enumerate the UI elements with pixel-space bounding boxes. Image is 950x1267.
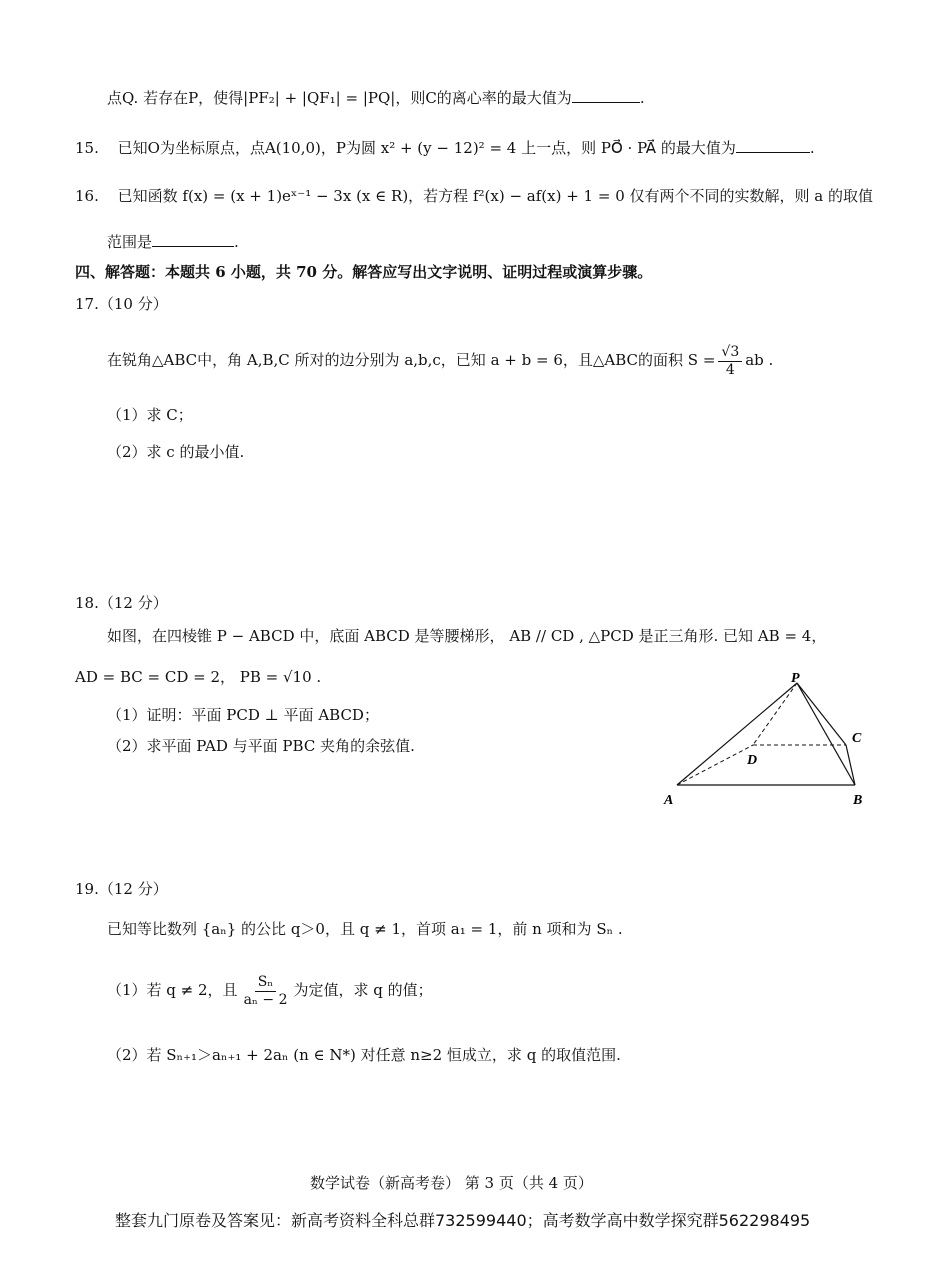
label-A: A bbox=[664, 793, 674, 808]
q16-line1 bbox=[75, 186, 873, 206]
q17-stem bbox=[107, 340, 773, 380]
answer-blank bbox=[152, 232, 234, 247]
q17-stem-text: 在锐角△ABC中，角 A,B,C 所对的边分别为 a,b,c，已知 a + b = 6，且△ABC的面积 S = bbox=[107, 351, 716, 369]
edge-PA bbox=[677, 683, 797, 785]
edge-CB bbox=[846, 745, 855, 785]
answer-blank bbox=[736, 138, 810, 153]
edge-PC bbox=[797, 683, 846, 745]
q19-header: 19.（12 分） bbox=[75, 880, 168, 898]
q18-line1: 如图，在四棱锥 P − ABCD 中，底面 ABCD 是等腰梯形， AB // CD , △PCD 是正三角形. 已知 AB = 4， bbox=[107, 627, 827, 645]
q15-period: . bbox=[809, 139, 815, 157]
q16-number: 16. bbox=[75, 187, 99, 205]
q19-part2: （2）若 Sₙ₊₁＞aₙ₊₁ + 2aₙ (n ∈ N*) 对任意 n≥2 恒成立，求 q 的取值范围. bbox=[107, 1046, 621, 1064]
q16-line2 bbox=[107, 232, 239, 252]
label-C: C bbox=[852, 731, 862, 746]
promo-footer: 整套九门原卷及答案见：新高考资料全科总群732599440；高考数学高中数学探究群562298495 bbox=[115, 1211, 811, 1230]
edge-AD bbox=[677, 745, 753, 785]
q19-stem: 已知等比数列 {aₙ} 的公比 q＞0，且 q ≠ 1，首项 a₁ = 1，前 n 项和为 Sₙ . bbox=[107, 920, 623, 938]
area-fraction bbox=[718, 344, 742, 379]
q16-period: . bbox=[234, 233, 239, 251]
q18-line2: AD = BC = CD = 2， PB = √10 . bbox=[75, 668, 322, 686]
edge-PB bbox=[797, 683, 855, 785]
pyramid-figure bbox=[655, 665, 875, 815]
answer-blank bbox=[572, 88, 640, 103]
q15-number: 15. bbox=[75, 139, 99, 157]
label-P: P bbox=[791, 671, 800, 686]
q16-text-2: 范围是 bbox=[107, 233, 153, 251]
fraction-denominator: aₙ − 2 bbox=[243, 991, 288, 1008]
section-heading: 四、解答题：本题共 6 小题，共 70 分。解答应写出文字说明、证明过程或演算步骤。 bbox=[75, 263, 653, 281]
q17-stem-tail: ab . bbox=[745, 351, 774, 369]
label-B: B bbox=[853, 793, 863, 808]
ratio-fraction bbox=[241, 974, 291, 1009]
fraction-denominator: 4 bbox=[725, 361, 735, 378]
label-D: D bbox=[747, 753, 758, 768]
q16-text: 已知函数 f(x) = (x + 1)eˣ⁻¹ − 3x (x ∈ R)，若方程 f²(x) − af(x) + 1 = 0 仅有两个不同的实数解，则 a 的取值 bbox=[117, 187, 873, 205]
q19-part1-tail: 为定值，求 q 的值； bbox=[293, 981, 433, 999]
page-footer: 数学试卷（新高考卷） 第 3 页（共 4 页） bbox=[310, 1174, 593, 1192]
fraction-numerator: √3 bbox=[718, 344, 742, 362]
q14-tail-text: 点Q. 若存在P，使得|PF₂| + |QF₁| = |PQ|，则C的离心率的最大值为 bbox=[107, 89, 572, 107]
q18-header: 18.（12 分） bbox=[75, 594, 168, 612]
q19-part1-text: （1）若 q ≠ 2，且 bbox=[107, 981, 238, 999]
q18-part1: （1）证明：平面 PCD ⊥ 平面 ABCD； bbox=[107, 706, 379, 724]
q17-part2: （2）求 c 的最小值. bbox=[107, 443, 245, 461]
q17-part1: （1）求 C； bbox=[107, 406, 193, 424]
q15-line bbox=[75, 138, 815, 158]
q17-header: 17.（10 分） bbox=[75, 295, 168, 313]
q15-text: 已知O为坐标原点，点A(10,0)，P为圆 x² + (y − 12)² = 4 上一点，则 PO⃗ · PA⃗ 的最大值为 bbox=[117, 139, 736, 157]
fraction-numerator: Sₙ bbox=[255, 974, 277, 992]
q14-tail-line bbox=[107, 88, 645, 108]
q14-tail-period: . bbox=[639, 89, 645, 107]
edge-PD bbox=[753, 683, 797, 745]
q18-part2: （2）求平面 PAD 与平面 PBC 夹角的余弦值. bbox=[107, 737, 415, 755]
q19-part1 bbox=[107, 970, 433, 1010]
